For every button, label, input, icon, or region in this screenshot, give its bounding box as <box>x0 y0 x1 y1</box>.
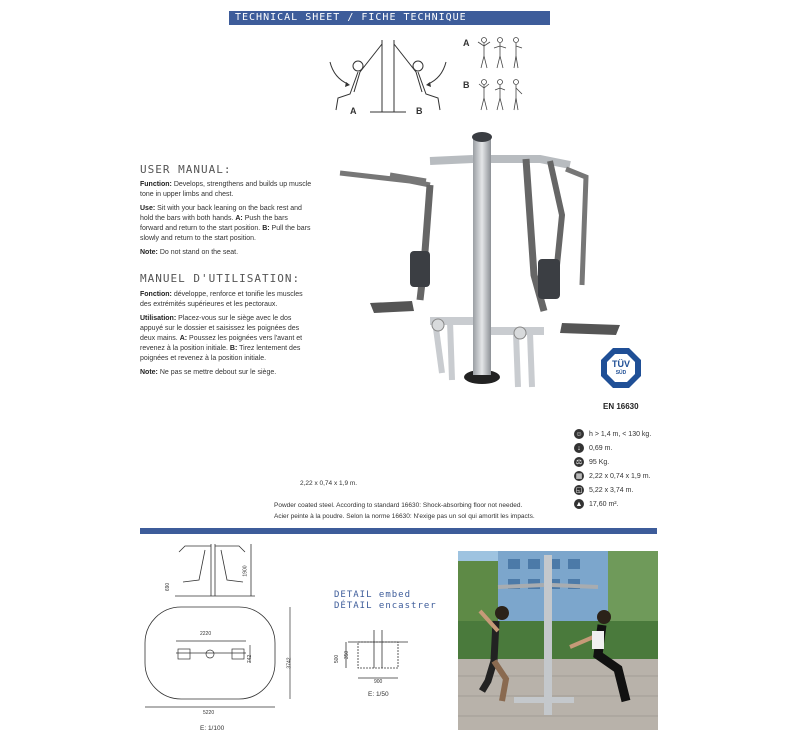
spec-row <box>574 441 684 455</box>
spec-row <box>574 455 684 469</box>
header-banner <box>229 11 550 25</box>
detail-en-title: DETAIL embed <box>334 590 412 600</box>
manuel-text <box>140 290 312 378</box>
note-label: Note: <box>140 249 158 256</box>
user-icon: ☺ <box>575 430 583 438</box>
material-fr: Acier peinte à la poudre. Selon la norme 16630: N'exige pas un sol qui amortit les impacts. <box>274 513 535 520</box>
util-b-label: B: <box>229 345 238 352</box>
surface-icon: ▲ <box>575 500 583 508</box>
use-text-2: Push the bars forward and return to the start position. <box>140 215 288 232</box>
diagram-label-b: B <box>416 106 423 116</box>
spec-text: 95 Kg. <box>589 458 610 466</box>
utilisation-paragraph <box>140 314 312 364</box>
dim-3742-label: 3742 <box>286 657 293 669</box>
use-b-label: B: <box>262 225 270 232</box>
spec-row <box>574 469 684 483</box>
dim-1900-label: 1900 <box>242 565 249 577</box>
plan-view-drawing <box>140 605 300 720</box>
sud-logo-text: SÜD <box>615 370 627 376</box>
weight-icon: ⚖ <box>575 459 583 466</box>
note-fr-paragraph <box>140 368 312 378</box>
specs-list <box>574 427 684 511</box>
spec-text: 5,22 x 3,74 m. <box>589 486 634 494</box>
fall-height-icon: ↓ <box>574 443 584 453</box>
area-icon: ◱ <box>575 487 583 494</box>
note-paragraph <box>140 248 312 258</box>
spec-text: 17,60 m². <box>589 500 619 508</box>
scale-main-label: E: 1/100 <box>200 725 225 732</box>
fonction-text: développe, renforce et tonifie les muscles des extrémités supérieures et les pectoraux. <box>140 291 303 308</box>
use-paragraph <box>140 204 312 244</box>
function-paragraph <box>140 180 312 200</box>
dim-742-label: 742 <box>247 654 254 664</box>
utilisation-text-3: Tirez lentement des poignées et revenez à la position initiale. <box>140 345 301 362</box>
dim-500-label: 500 <box>334 654 341 664</box>
diagram-label-a: A <box>350 106 357 116</box>
equipment-render <box>330 125 630 395</box>
dim-5220-label: 5220 <box>203 710 215 716</box>
utilisation-text-1: Placez-vous sur le siège avec le dos appuyé sur le dossier et saisissez les poignées des deux mains. <box>140 315 300 342</box>
note-text: Do not stand on the seat. <box>159 249 239 256</box>
spec-text: 0,69 m. <box>589 444 613 452</box>
side-view-drawing <box>165 540 265 600</box>
header-title: TECHNICAL SHEET / FICHE TECHNIQUE <box>235 12 467 23</box>
figure-label-a: A <box>463 38 470 48</box>
fonction-paragraph <box>140 290 312 310</box>
user-manual-title: USER MANUAL: <box>140 163 232 176</box>
utilisation-label: Utilisation: <box>140 315 177 322</box>
dim-2220-label: 2220 <box>200 631 212 637</box>
spec-row <box>574 483 684 497</box>
use-text-1: Sit with your back leaning on the back rest and hold the bars with both hands. <box>140 205 302 222</box>
dimensions-icon: ▦ <box>575 473 583 480</box>
photo-outdoor-gym <box>458 551 658 730</box>
dim-350-label: 350 <box>344 650 351 660</box>
use-label: Use: <box>140 205 156 212</box>
tuv-logo <box>600 347 642 389</box>
note-fr-label: Note: <box>140 369 158 376</box>
spec-text: 2,22 x 0,74 x 1,9 m. <box>589 472 651 480</box>
figure-label-b: B <box>463 80 470 90</box>
util-a-label: A: <box>179 335 188 342</box>
spec-text: h > 1,4 m, < 130 kg. <box>589 430 652 438</box>
dim-690-label: 690 <box>165 582 172 592</box>
manuel-title: MANUEL D'UTILISATION: <box>140 272 301 285</box>
usage-diagram <box>320 32 460 122</box>
function-text: Develops, strengthens and builds up muscle tone in upper limbs and chest. <box>140 181 312 198</box>
dim-900-label: 900 <box>374 679 383 685</box>
scale-detail-label: E: 1/50 <box>368 691 389 698</box>
use-a-label: A: <box>235 215 243 222</box>
spec-row <box>574 497 684 511</box>
note-fr-text: Ne pas se mettre debout sur le siège. <box>159 369 277 376</box>
material-en: Powder coated steel. According to standard 16630: Shock-absorbing floor not needed. <box>274 502 523 509</box>
user-manual-text <box>140 180 312 258</box>
dimensions-text: 2,22 x 0,74 x 1,9 m. <box>300 480 358 487</box>
function-label: Function: <box>140 181 172 188</box>
section-divider <box>140 528 657 534</box>
standard-label: EN 16630 <box>603 402 639 411</box>
utilisation-text-2: Poussez les poignées vers l'avant et revenez à la position initiale. <box>140 335 303 352</box>
fonction-label: Fonction: <box>140 291 172 298</box>
tuv-logo-text: TÜV <box>612 359 630 369</box>
exercise-figures <box>476 34 526 114</box>
spec-row <box>574 427 684 441</box>
detail-fr-title: DÉTAIL encastrer <box>334 601 437 611</box>
use-text-3: Pull the bars slowly and return to the start position. <box>140 225 311 242</box>
